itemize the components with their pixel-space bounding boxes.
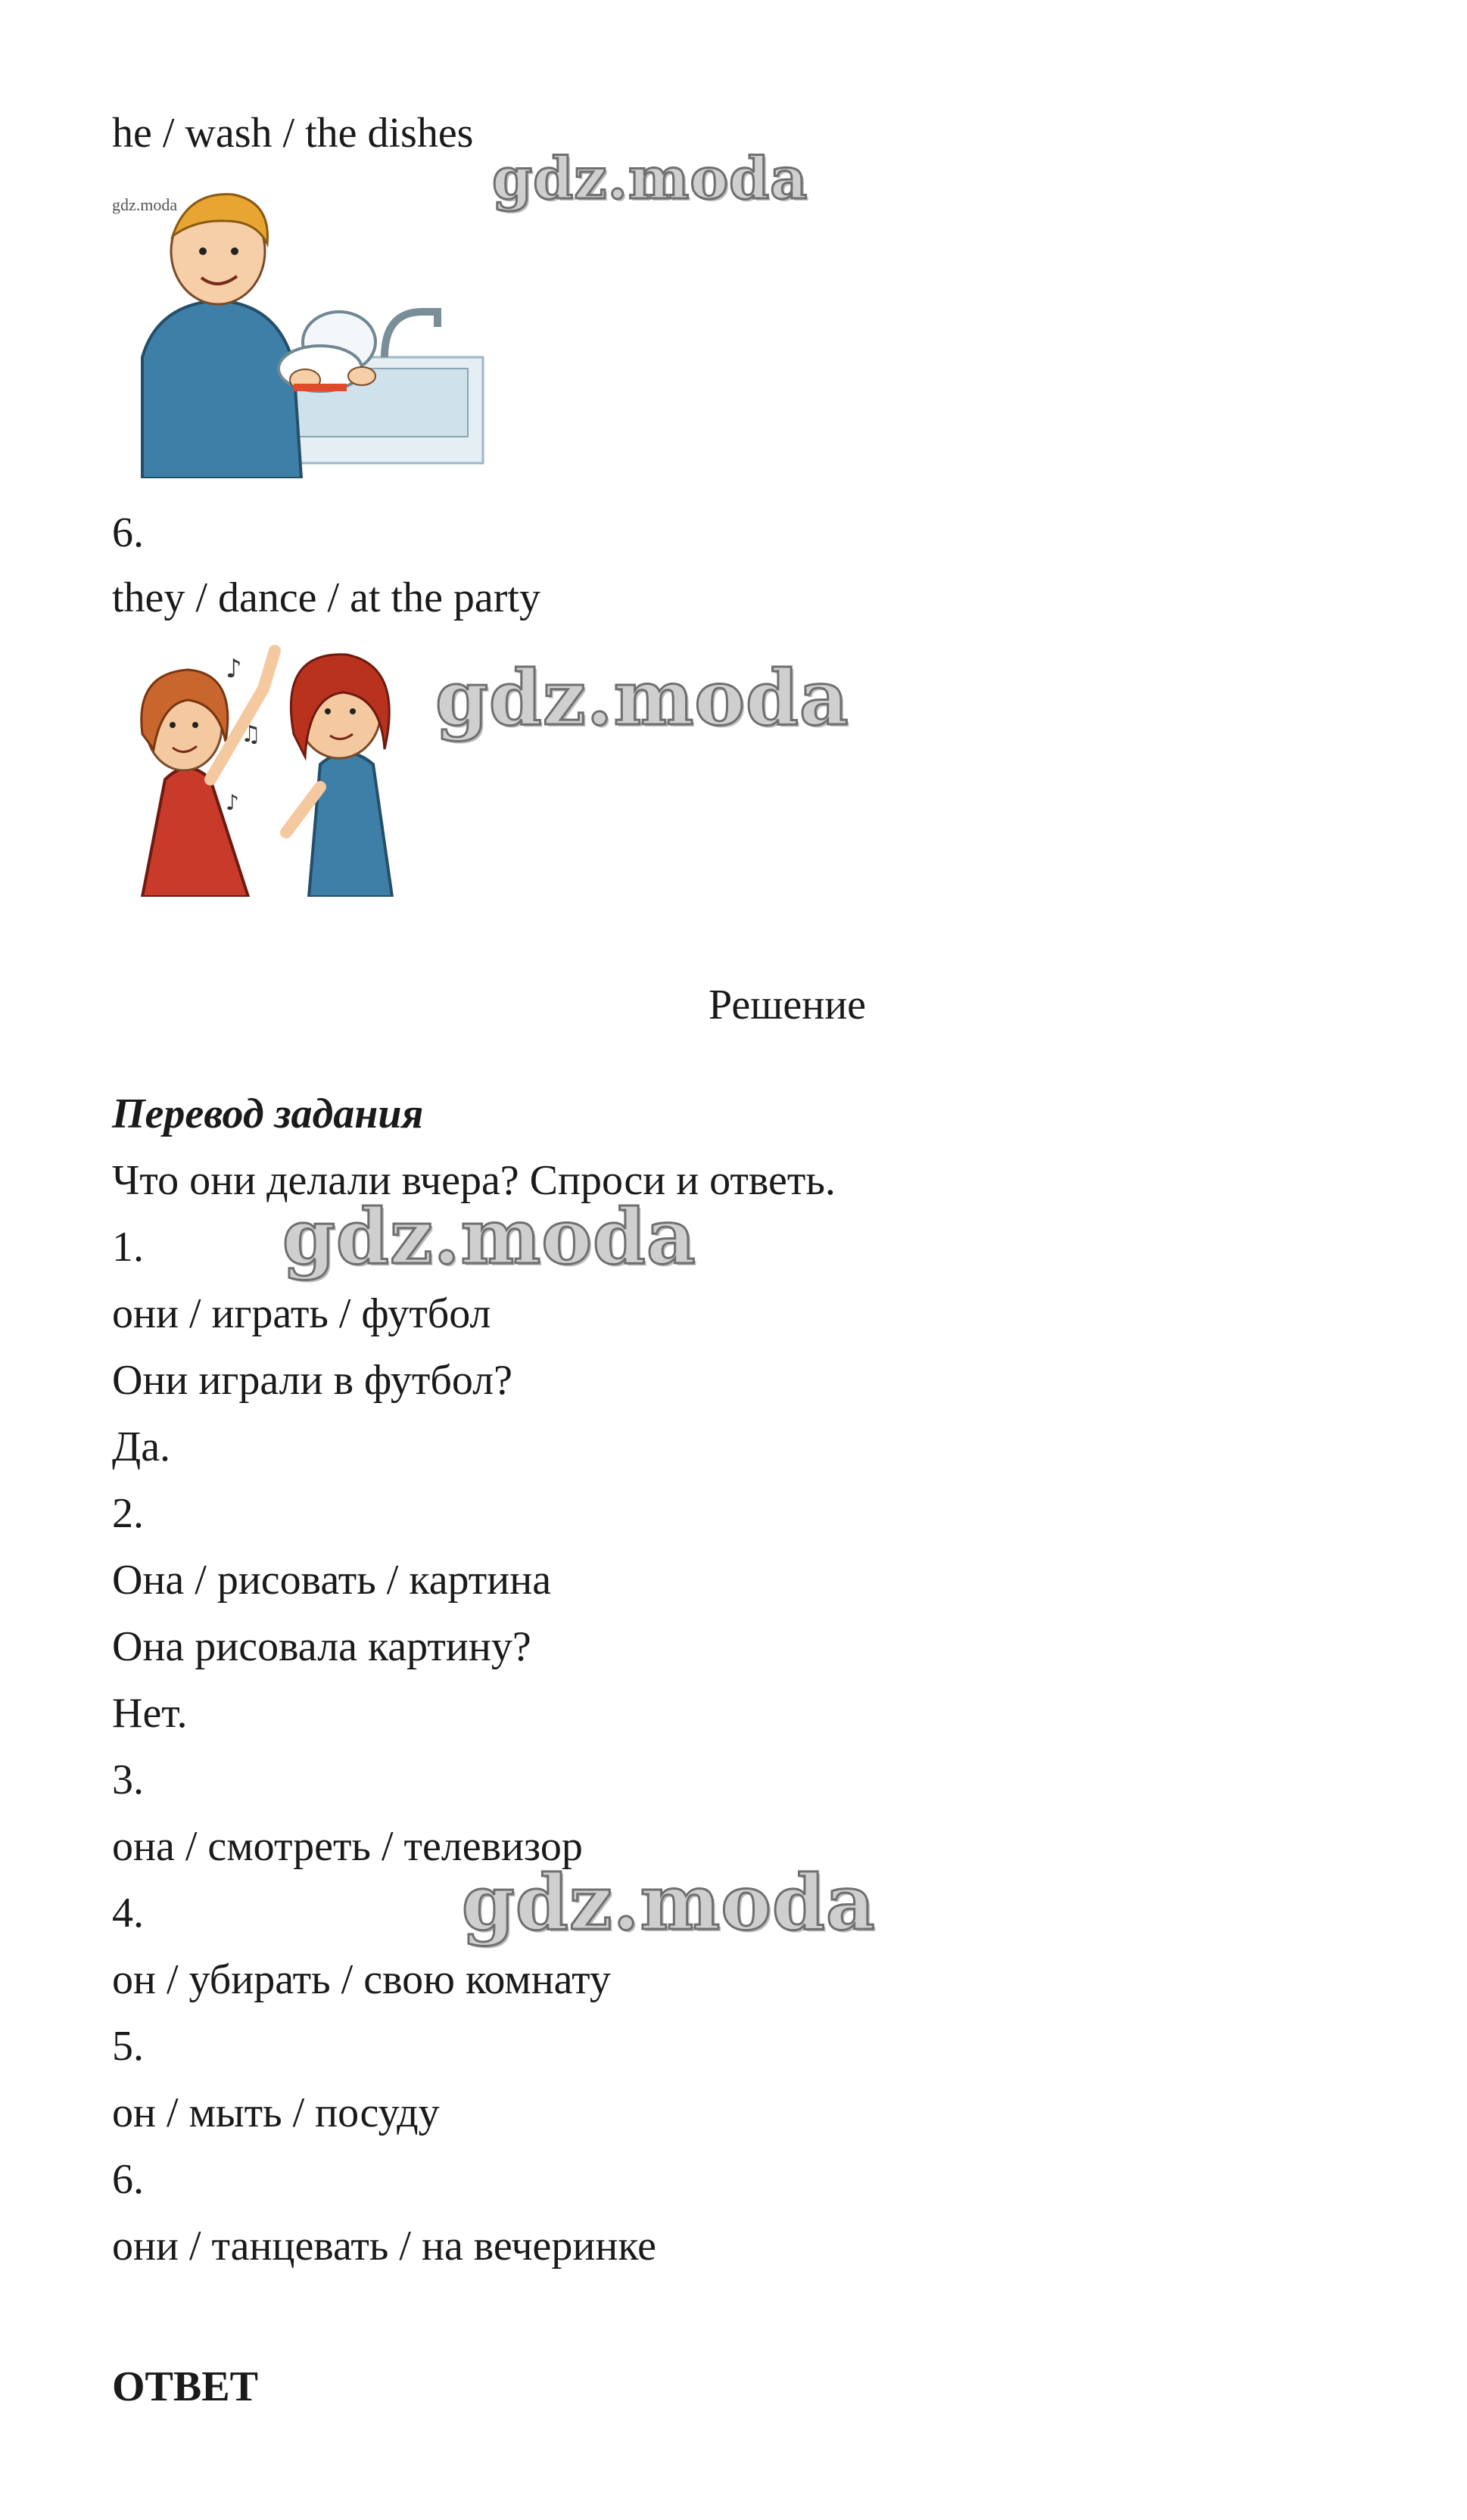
task-text: Что они делали вчера? Спроси и ответь. [112,1157,836,1204]
translation-answer: Нет. [112,1690,188,1737]
translation-phrase: они / играть / футбол [112,1290,491,1337]
exercise-5-phrase: he / wash / the dishes [112,110,474,157]
girls-dancing-illustration [112,636,445,897]
svg-text:♫: ♫ [241,721,261,748]
watermark: gdz.moda [462,1858,876,1947]
item-number: 5. [112,2023,144,2070]
translation-phrase: он / мыть / посуду [112,2089,440,2136]
translation-question: Она рисовала картину? [112,1623,531,1670]
item-number: 2. [112,1490,144,1537]
item-number: 1. [112,1224,144,1271]
translation-answer: Да. [112,1423,171,1470]
small-watermark-logo: gdz.moda [112,195,178,214]
translation-heading: Перевод задания [112,1090,424,1137]
item-number: 6. [112,2156,144,2203]
translation-question: Они играли в футбол? [112,1357,512,1404]
translation-phrase: они / танцевать / на вечеринке [112,2223,657,2270]
translation-phrase: он / убирать / свою комнату [112,1956,611,2003]
watermark: gdz.moda [492,145,808,212]
item-number: 4. [112,1890,144,1937]
watermark: gdz.moda [282,1192,696,1281]
watermark: gdz.moda [435,653,849,742]
answer-heading: ОТВЕТ [112,2363,258,2410]
translation-phrase: Она / рисовать / картина [112,1557,552,1604]
item-number-6: 6. [112,509,144,556]
item-number: 3. [112,1756,144,1803]
svg-text:♪: ♪ [226,790,239,815]
svg-text:♪: ♪ [226,654,242,684]
solution-heading: Решение [708,982,867,1028]
translation-phrase: она / смотреть / телевизор [112,1823,583,1870]
exercise-6-phrase: they / dance / at the party [112,574,540,621]
